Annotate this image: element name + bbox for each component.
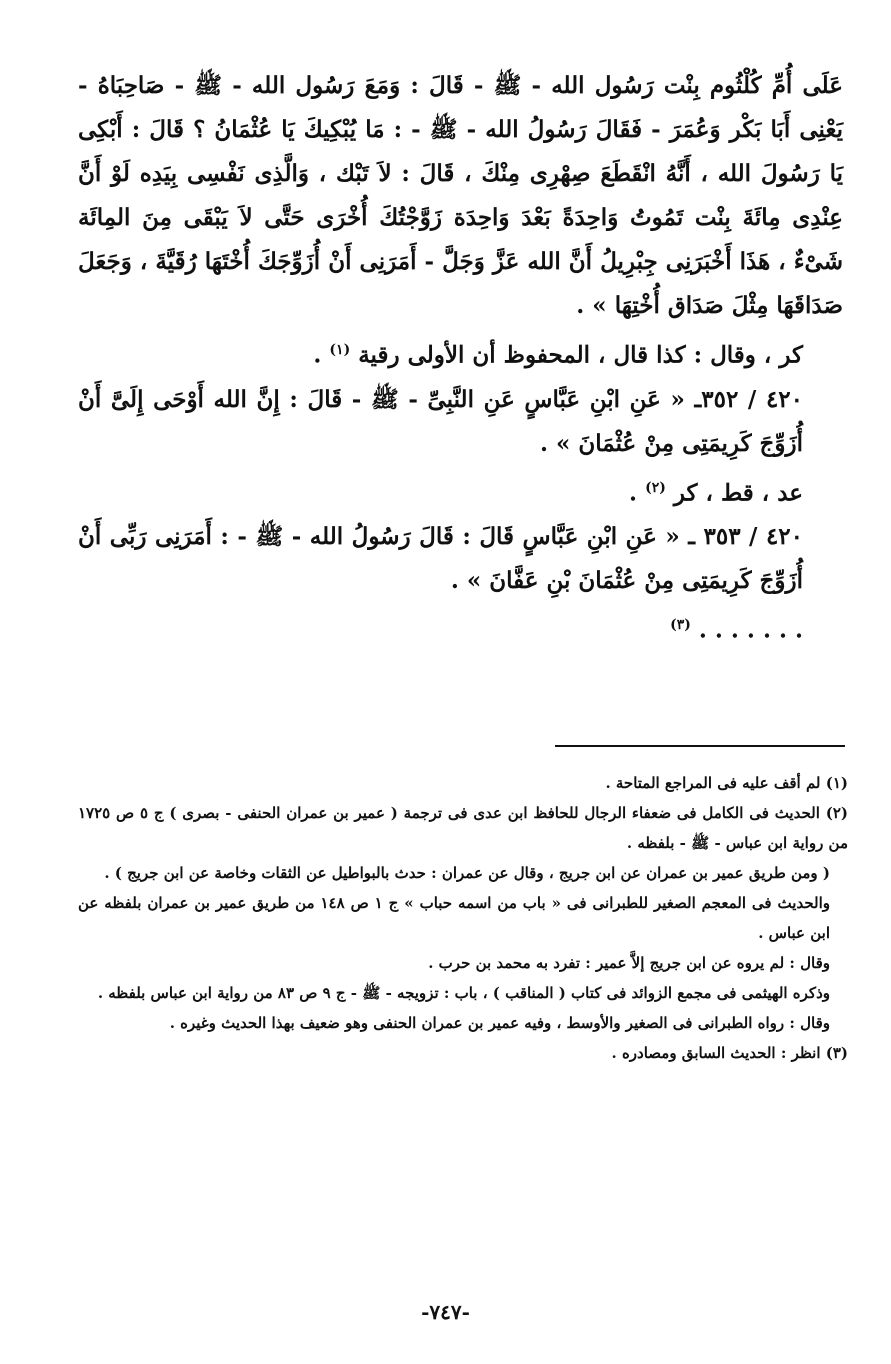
hadith-353 xyxy=(78,515,843,603)
ellipsis-line xyxy=(78,603,843,653)
hadith-number: ٤٢٠ / ٣٥٢ـ xyxy=(694,385,803,413)
footnote-2-continued: ( ومن طريق عمير بن عمران عن ابن جريج ، وقال عن عمران : حدث بالبواطيل عن الثقات وخاصة عن ابن جريج ) . xyxy=(104,864,830,882)
footnote-2-continued: وقال : لم يروه عن ابن جريج إلاَّ عمير : تفرد به محمد بن حرب . xyxy=(428,954,830,972)
footnote-1: (١) لم أقف عليه فى المراجع المتاحة . xyxy=(605,774,848,792)
hadith-text: « عَنِ ابْنِ عَبَّاسٍ عَنِ النَّبِىِّ - ﷺ - قَالَ : إِنَّ الله أَوْحَى إِلَىَّ أَنْ أُزَوِّجَ كَرِيمَتِى مِنْ عُثْمَانَ » . xyxy=(78,385,803,457)
footnote-2-continued: وقال : رواه الطبرانى فى الصغير والأوسط ، وفيه عمير بن عمران الحنفى وهو ضعيف بهذا الحديث وغيره . xyxy=(169,1014,830,1032)
hadith-text: « عَنِ ابْنِ عَبَّاسٍ قَالَ : قَالَ رَسُولُ الله - ﷺ - : أَمَرَنِى رَبِّى أَنْ أُزَوِّجَ كَرِيمَتِى مِنْ عُثْمَانَ بْنِ عَفَّانَ » . xyxy=(78,523,803,595)
footnote-2-continued: والحديث فى المعجم الصغير للطبرانى فى « باب من اسمه حباب » ج ١ ص ١٤٨ من طريق عمير بن عمران بلفظه عن ابن عباس . xyxy=(78,894,830,942)
footnotes xyxy=(78,768,848,1068)
reference-text: عد ، قط ، كر xyxy=(673,479,803,507)
main-text xyxy=(78,64,843,653)
hadith-number: ٤٢٠ / ٣٥٣ ـ xyxy=(688,523,804,551)
ellipsis: . . . . . . . xyxy=(698,616,803,644)
footnote-marker-1: (١) xyxy=(329,342,351,358)
hadith-continuation: عَلَى أُمِّ كُلْثُوم بِنْت رَسُول الله - ﷺ - قَالَ : وَمَعَ رَسُول الله - ﷺ - صَاحِبَاهُ - يَعْنِى أَبَا بَكْر وَعُمَرَ - فَقَالَ رَسُولُ الله - ﷺ - : مَا يُبْكِيكَ يَا عُثْمَانُ ؟ قَالَ : أَبْكِى يَا رَسُولَ الله ، أَنَّهُ انْقَطَعَ صِهْرِى مِنْكَ ، قَالَ : لاَ تَبْك ، وَالَّذِى نَفْسِى بِيَدِه لَوْ أَنَّ عِنْدِى مِائَةَ بِنْت تَمُوتُ وَاحِدَةً بَعْدَ وَاحِدَة زَوَّجْتُكَ أُخْرَى حَتَّى لاَ يَبْقَى مِنَ المِائَة شَىْءٌ ، هَذَا أَخْبَرَنِى جِبْرِيلُ أَنَّ الله عَزَّ وَجَلَّ - أَمَرَنِى أَنْ أُزَوِّجَكَ أُخْتَهَا رُقَيَّةَ ، وَجَعَلَ صَدَاقَهَا مِثْلَ صَدَاق أُخْتِهَا » . xyxy=(78,72,843,319)
reference-line-1: كر ، وقال : كذا قال ، المحفوظ أن الأولى رقية $^{(١)}$ . xyxy=(313,341,803,369)
hadith-352 xyxy=(78,378,843,466)
footnote-3: (٣) انظر : الحديث السابق ومصادره . xyxy=(611,1044,848,1062)
page-number: -٧٤٧- xyxy=(421,1300,470,1324)
footnote-2-continued: وذكره الهيثمى فى مجمع الزوائد فى كتاب ( المناقب ) ، باب : تزويجه - ﷺ - ج ٩ ص ٨٣ من رواية ابن عباس بلفظه . xyxy=(97,984,830,1002)
reference-line-2: عد ، قط ، كر $^{(٢)}$ . xyxy=(629,479,803,507)
reference-text: كر ، وقال : كذا قال ، المحفوظ أن الأولى رقية xyxy=(358,341,803,369)
footnote-2: (٢) الحديث فى الكامل فى ضعفاء الرجال للحافظ ابن عدى فى ترجمة ( عمير بن عمران الحنفى - بصرى ) ج ٥ ص ١٧٢٥ من رواية ابن عباس - ﷺ - بلفظه . xyxy=(78,804,848,852)
footnote-marker-2: (٢) xyxy=(645,479,666,496)
footnote-divider xyxy=(555,745,845,747)
footnote-marker-3: (٣) xyxy=(670,617,691,634)
